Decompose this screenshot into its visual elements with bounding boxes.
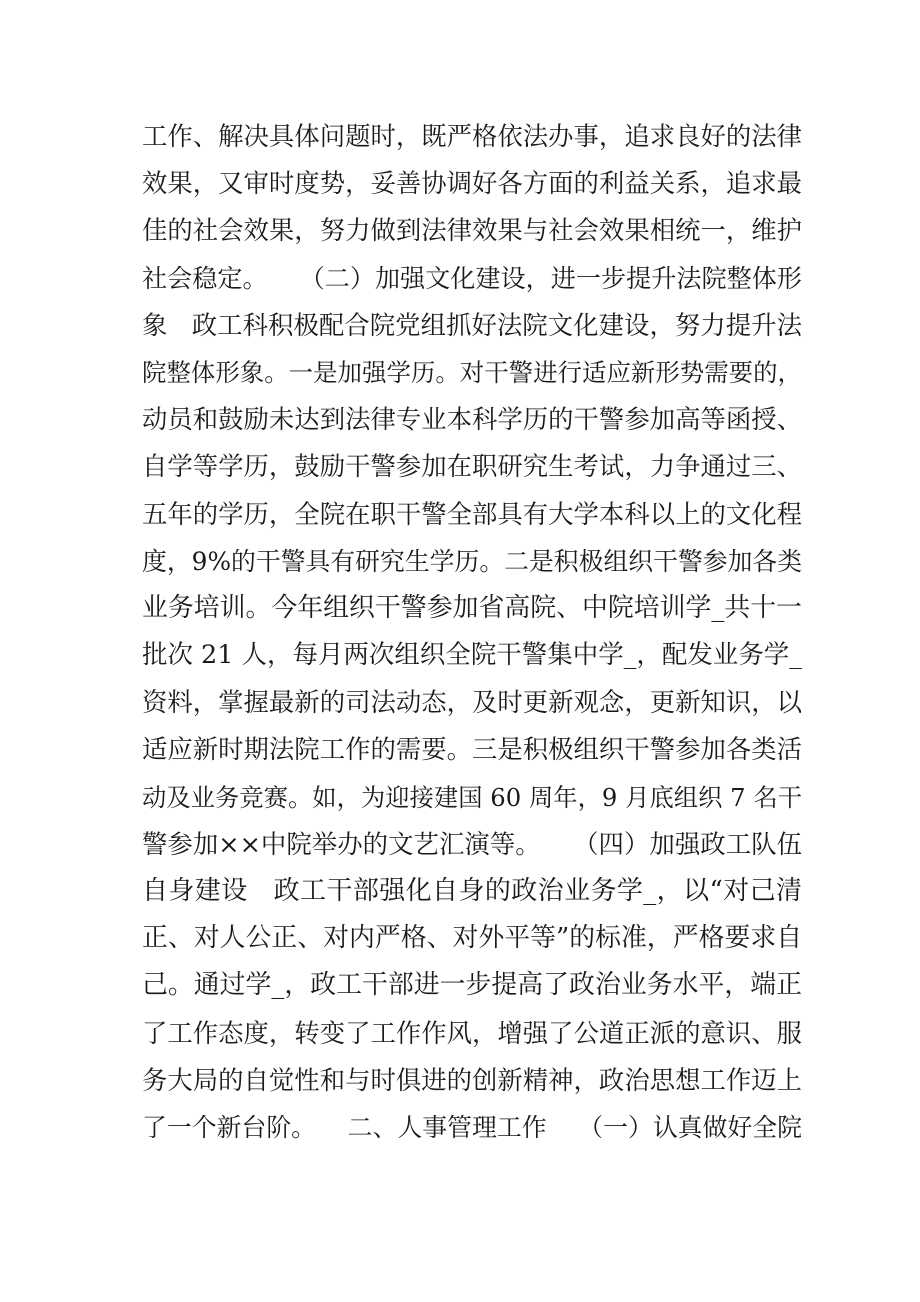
text-line: 佳的社会效果，努力做到法律效果与社会效果相统一，维护 [142,215,802,246]
text-line: 警参加××中院举办的文艺汇演等。 （四）加强政工队伍 [142,828,802,859]
text-line: 动及业务竞赛。如，为迎接建国 60 周年，9 月底组织 7 名干 [142,782,802,812]
text-line: 五年的学历，全院在职干警全部具有大学本科以上的文化程 [142,498,802,529]
text-line: 资料，掌握最新的司法动态，及时更新观念，更新知识，以 [142,687,802,718]
text-line: 了一个新台阶。 二、人事管理工作 （一）认真做好全院 [142,1112,802,1142]
text-line: 效果，又审时度势，妥善协调好各方面的利益关系，追求最 [142,168,802,199]
text-line: 批次 21 人，每月两次组织全院干警集中学_，配发业务学_ [142,640,802,671]
text-line: 务大局的自觉性和与时俱进的创新精神，政治思想工作迈上 [142,1064,802,1095]
text-line: 度，9%的干警具有研究生学历。二是积极组织干警参加各类 [142,546,803,576]
text-line: 社会稳定。 （二）加强文化建设，进一步提升法院整体形 [142,263,802,293]
text-line: 动员和鼓励未达到法律专业本科学历的干警参加高等函授、 [142,404,802,435]
text-line: 适应新时期法院工作的需要。三是积极组织干警参加各类活 [142,734,802,765]
text-line: 正、对人公正、对内严格、对外平等”的标准，严格要求自 [142,923,803,954]
text-line: 自身建设 政工干部强化自身的政治业务学_，以“对己清 [142,876,802,906]
body-text [142,113,802,1151]
text-line: 自学等学历，鼓励干警参加在职研究生考试，力争通过三、 [142,451,802,482]
text-line: 工作、解决具体问题时，既严格依法办事，追求良好的法律 [142,121,802,151]
text-line: 了工作态度，转变了工作作风，增强了公道正派的意识、服 [142,1017,802,1048]
text-line: 业务培训。今年组织干警参加省高院、中院培训学_共十一 [142,592,802,623]
text-line: 象 政工科积极配合院党组抓好法院文化建设，努力提升法 [142,309,802,340]
text-line: 己。通过学_，政工干部进一步提高了政治业务水平，端正 [142,970,802,1001]
text-line: 院整体形象。一是加强学历。对干警进行适应新形势需要的， [142,357,802,387]
